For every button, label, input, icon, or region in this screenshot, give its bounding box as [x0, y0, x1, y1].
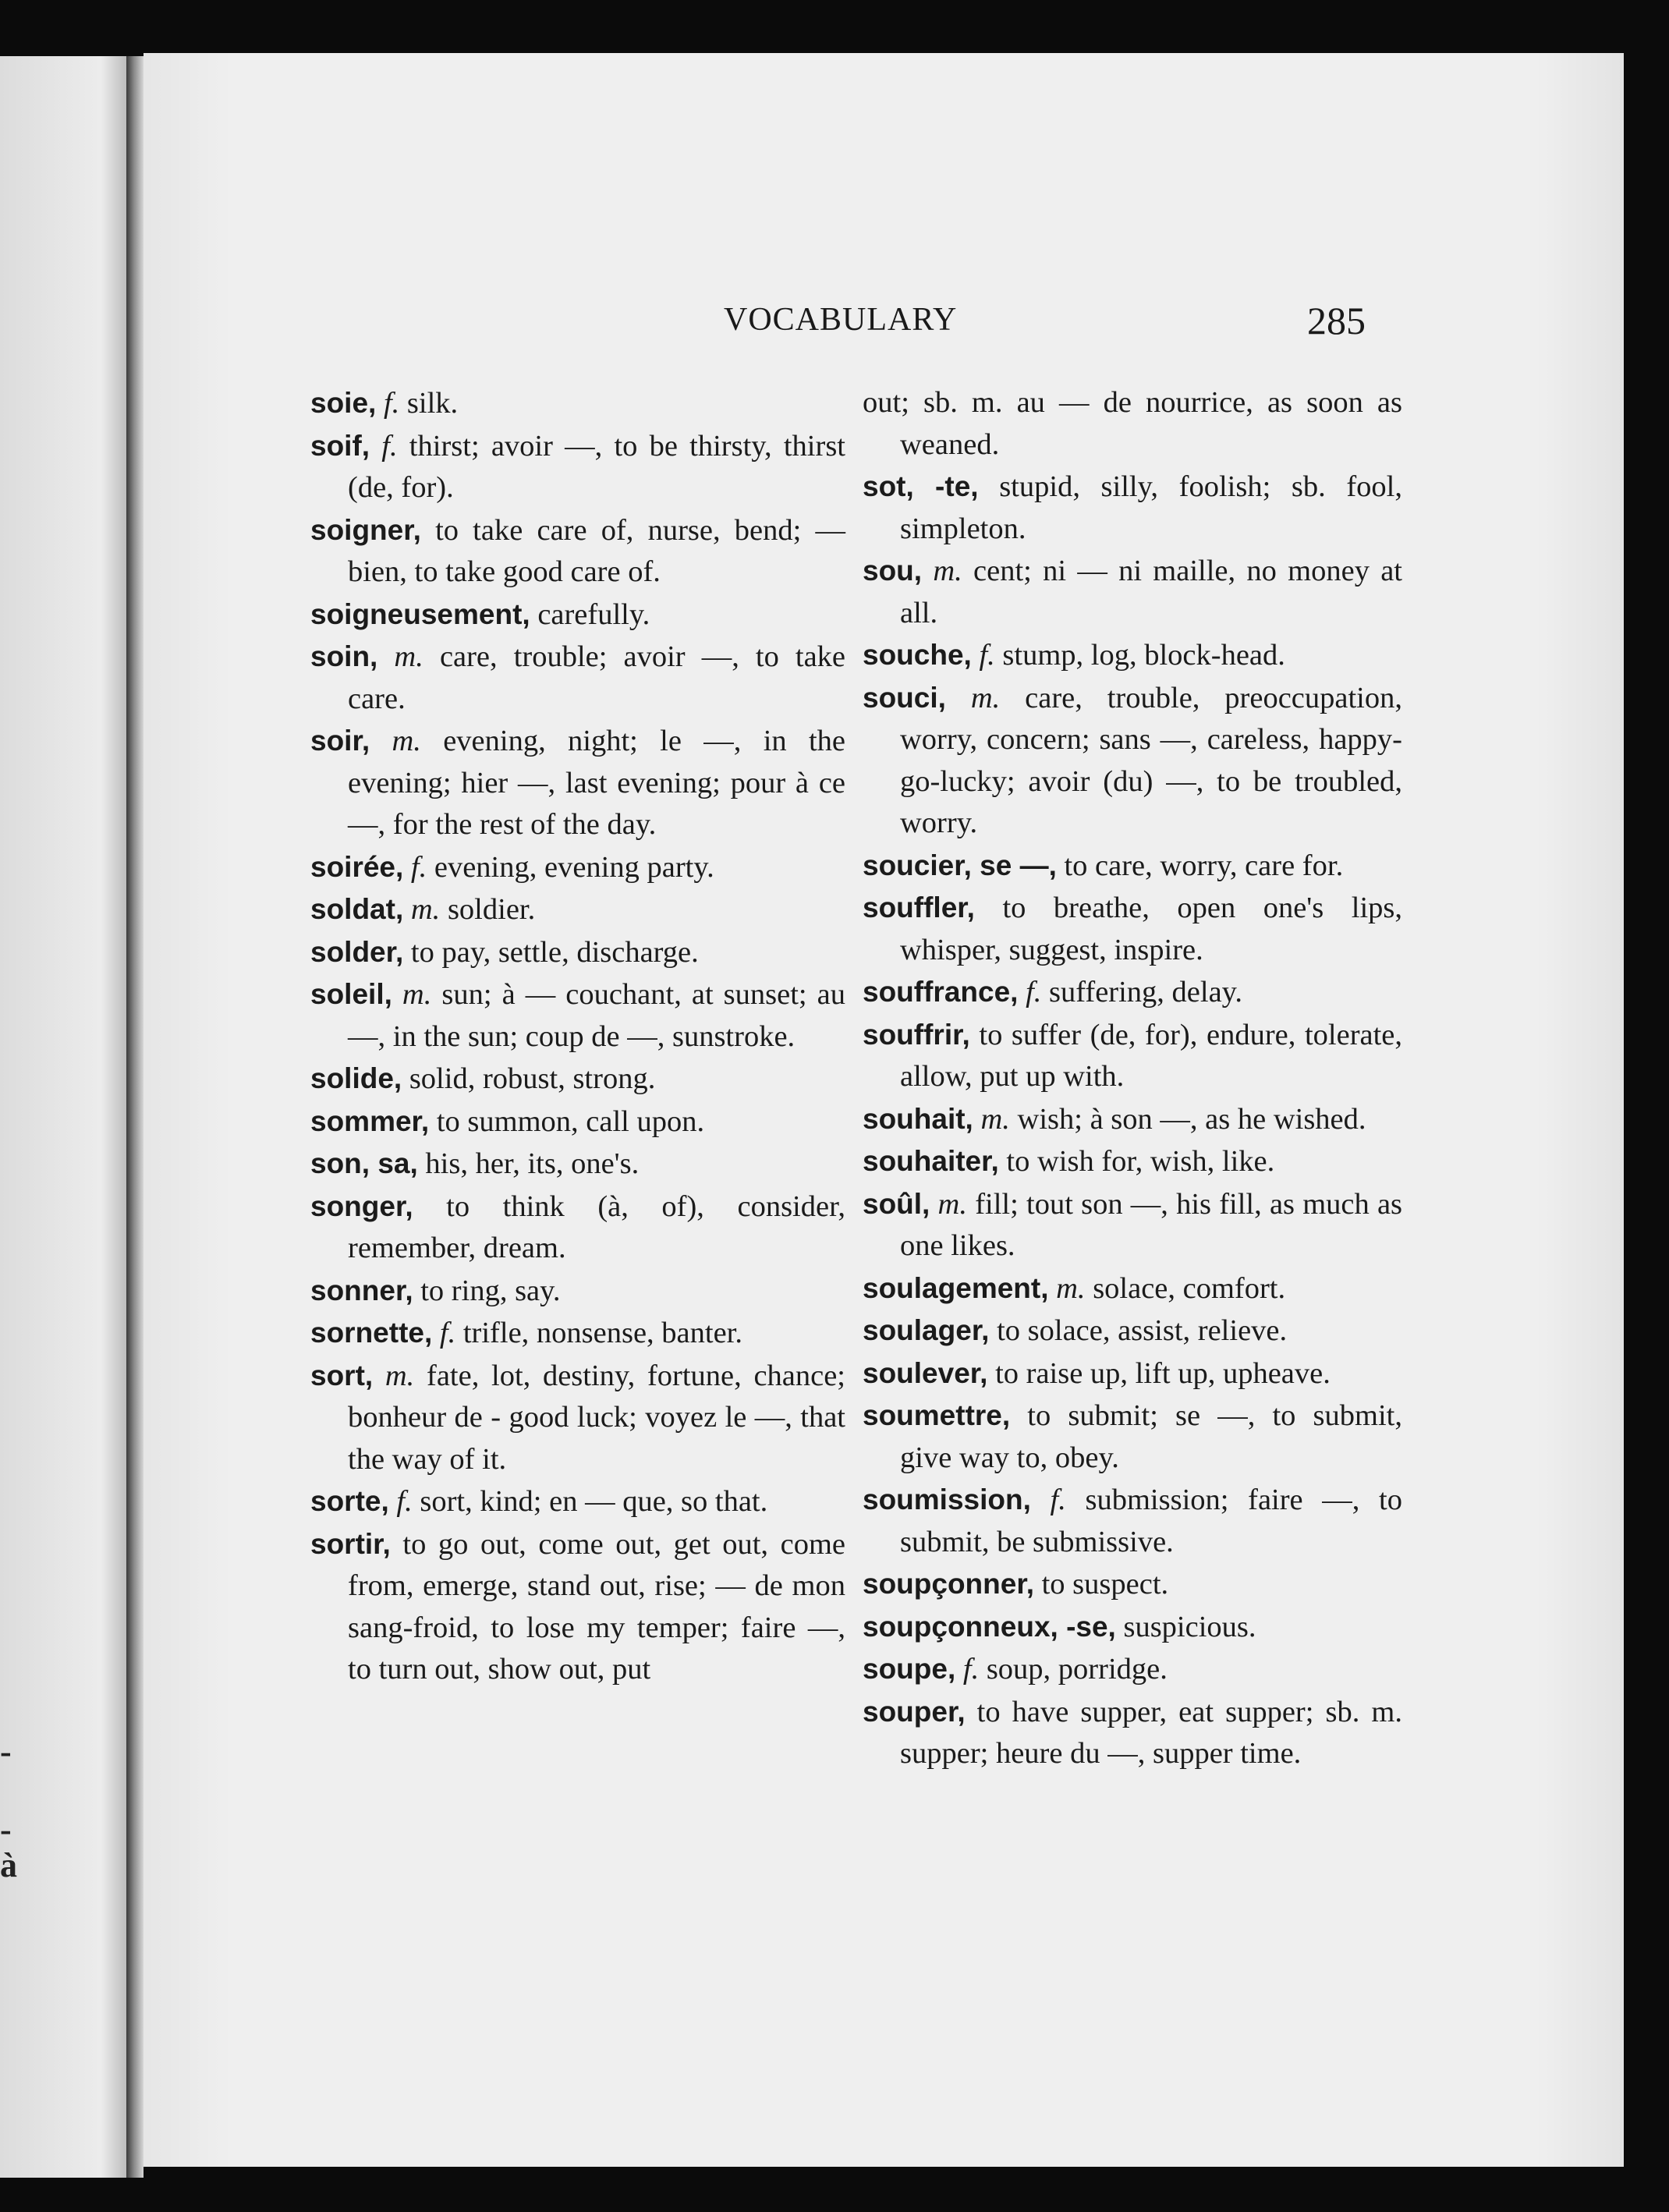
- margin-mark: à: [0, 1846, 17, 1884]
- entry-definition: care, trouble, preoccupation, worry, concern; sans —, careless, happy-go-lucky; avoir (du) —, to be troubled, worry.: [900, 681, 1402, 839]
- vocabulary-entry: [310, 636, 845, 720]
- entry-headword: sornette,: [310, 1317, 433, 1349]
- entry-definition: to pay, settle, discharge.: [410, 935, 699, 969]
- entry-headword: sot, -te,: [863, 470, 979, 502]
- entry-headword: sort,: [310, 1359, 374, 1391]
- entry-headword: souffrir,: [863, 1018, 970, 1051]
- entry-headword: soupçonner,: [863, 1568, 1034, 1600]
- entry-headword: soirée,: [310, 850, 404, 883]
- vocabulary-entry: [310, 509, 845, 594]
- entry-definition: trifle, nonsense, banter.: [462, 1317, 742, 1349]
- vocabulary-entry: [863, 1563, 1402, 1606]
- entry-definition: silk.: [406, 387, 459, 420]
- entry-headword: sorte,: [310, 1485, 389, 1517]
- entry-definition: care, trouble; avoir —, to take care.: [348, 640, 846, 715]
- vocabulary-entry: [310, 1101, 845, 1143]
- entry-definition: to summon, call upon.: [436, 1104, 705, 1138]
- entry-headword: soulagement,: [863, 1271, 1049, 1304]
- vocabulary-entry: [863, 1014, 1402, 1098]
- book-gutter: [126, 56, 144, 2178]
- entry-definition: stump, log, block-head.: [1002, 639, 1285, 672]
- entry-part-of-speech: f.: [381, 429, 398, 463]
- facing-page-edge: [0, 56, 126, 2178]
- vocabulary-entry: [310, 382, 845, 425]
- vocabulary-entry: [863, 971, 1402, 1014]
- entry-definition: to ring, say.: [420, 1274, 561, 1307]
- entry-definition: evening, night; le —, in the evening; hier —, last evening; pour à ce —, for the rest of the day.: [348, 725, 846, 841]
- entry-definition: out; sb. m. au — de nourrice, as soon as weaned.: [863, 386, 1402, 461]
- entry-part-of-speech: m.: [392, 725, 421, 757]
- entry-headword: sommer,: [310, 1104, 430, 1137]
- entry-headword: soldat,: [310, 893, 404, 925]
- entry-headword: souhait,: [863, 1102, 973, 1135]
- running-head-title: VOCABULARY: [724, 302, 958, 338]
- entry-part-of-speech: f.: [1026, 976, 1042, 1009]
- vocabulary-entry: [863, 550, 1402, 634]
- entry-part-of-speech: m.: [980, 1102, 1010, 1136]
- vocabulary-entry: [863, 1648, 1402, 1691]
- entry-part-of-speech: m.: [970, 681, 1001, 714]
- vocabulary-entry: [310, 1480, 845, 1523]
- entry-definition: soldier.: [447, 893, 536, 926]
- entry-headword: souhaiter,: [863, 1145, 999, 1177]
- entry-definition: sun; à — couchant, at sunset; au —, in the sun; coup de —, sunstroke.: [348, 978, 845, 1053]
- vocabulary-entry: [863, 1691, 1402, 1775]
- vocabulary-entry: [310, 1312, 845, 1355]
- entry-definition: submission; faire —, to submit, be submissive.: [900, 1484, 1402, 1558]
- entry-definition: to have supper, eat supper; sb. m. supper; heure du —, supper time.: [900, 1695, 1402, 1770]
- entry-headword: soleil,: [310, 978, 392, 1010]
- entry-headword: soupçonneux, -se,: [863, 1610, 1116, 1643]
- vocabulary-entry: [310, 720, 845, 846]
- entry-headword: souper,: [863, 1695, 966, 1728]
- margin-mark: -: [0, 1810, 12, 1849]
- vocabulary-entry: [310, 1355, 845, 1481]
- vocabulary-entry: [863, 1098, 1402, 1141]
- entry-headword: soigneusement,: [310, 597, 530, 630]
- entry-definition: suffering, delay.: [1049, 976, 1243, 1009]
- entry-headword: soulever,: [863, 1356, 988, 1389]
- vocabulary-entry: [863, 1606, 1402, 1649]
- entry-headword: solder,: [310, 935, 404, 968]
- entry-definition: to submit; se —, to submit, give way to, obey.: [900, 1399, 1403, 1474]
- vocabulary-entry: [310, 425, 845, 509]
- running-head: [144, 301, 1624, 348]
- entry-headword: soumettre,: [863, 1399, 1011, 1431]
- vocabulary-entry: [863, 466, 1402, 550]
- page-number: 285: [1307, 299, 1366, 342]
- vocabulary-entry: [863, 1395, 1402, 1479]
- vocabulary-entry: [310, 888, 845, 931]
- entry-part-of-speech: f.: [439, 1317, 456, 1349]
- right-column: [863, 382, 1402, 1775]
- entry-definition: to suspect.: [1041, 1568, 1169, 1601]
- entry-definition: to breathe, open one's lips, whisper, suggest, inspire.: [900, 892, 1403, 966]
- entry-headword: soumission,: [863, 1484, 1031, 1515]
- entry-definition: to suffer (de, for), endure, tolerate, allow, put up with.: [900, 1018, 1403, 1093]
- entry-definition: to take care of, nurse, bend; — bien, to take good care of.: [348, 513, 845, 588]
- vocabulary-entry: [863, 382, 1402, 466]
- entry-headword: solide,: [310, 1062, 402, 1094]
- entry-definition: soup, porridge.: [986, 1653, 1168, 1686]
- vocabulary-entry: [863, 1310, 1402, 1352]
- margin-mark: -: [0, 1732, 12, 1771]
- entry-headword: souffler,: [863, 892, 975, 923]
- entry-definition: evening, evening party.: [434, 850, 714, 884]
- entry-definition: to raise up, lift up, upheave.: [995, 1356, 1331, 1390]
- entry-headword: sou,: [863, 555, 923, 587]
- vocabulary-entry: [310, 1143, 845, 1186]
- entry-headword: souffrance,: [863, 976, 1019, 1008]
- entry-part-of-speech: m.: [410, 893, 441, 926]
- entry-definition: to solace, assist, relieve.: [997, 1314, 1288, 1347]
- entry-definition: his, her, its, one's.: [425, 1147, 640, 1180]
- entry-definition: wish; à son —, as he wished.: [1017, 1102, 1366, 1136]
- vocabulary-entry: [863, 1140, 1402, 1183]
- entry-headword: soûl,: [863, 1187, 930, 1220]
- vocabulary-entry: [863, 1352, 1402, 1395]
- vocabulary-entry: [310, 594, 845, 636]
- entry-part-of-speech: f.: [383, 387, 400, 420]
- entry-definition: to wish for, wish, like.: [1006, 1145, 1275, 1178]
- left-column: [310, 382, 845, 1691]
- vocabulary-entry: [310, 1523, 845, 1691]
- entry-definition: cent; ni — ni maille, no money at all.: [900, 555, 1402, 629]
- entry-headword: sortir,: [310, 1527, 391, 1560]
- entry-part-of-speech: m.: [394, 640, 423, 673]
- entry-headword: songer,: [310, 1189, 413, 1222]
- entry-headword: soir,: [310, 725, 370, 757]
- entry-part-of-speech: f.: [1050, 1484, 1066, 1516]
- entry-headword: souche,: [863, 639, 972, 671]
- entry-part-of-speech: f.: [962, 1653, 980, 1686]
- entry-part-of-speech: m.: [1056, 1271, 1086, 1305]
- vocabulary-entry: [310, 846, 845, 889]
- entry-headword: soin,: [310, 640, 378, 672]
- entry-part-of-speech: m.: [402, 978, 432, 1011]
- vocabulary-entry: [863, 1479, 1402, 1563]
- vocabulary-entry: [310, 1058, 845, 1101]
- vocabulary-entry: [863, 845, 1402, 888]
- entry-headword: souci,: [863, 681, 946, 714]
- entry-definition: suspicious.: [1123, 1610, 1256, 1643]
- entry-definition: to think (à, of), consider, remember, dream.: [348, 1189, 845, 1264]
- entry-headword: soupe,: [863, 1653, 956, 1685]
- entry-definition: to care, worry, care for.: [1064, 849, 1344, 882]
- vocabulary-entry: [863, 677, 1402, 845]
- vocabulary-entry: [863, 1183, 1402, 1267]
- entry-part-of-speech: m.: [384, 1359, 415, 1392]
- entry-definition: fate, lot, destiny, fortune, chance; bonheur de - good luck; voyez le —, that the way of it.: [348, 1359, 846, 1476]
- vocabulary-entry: [863, 887, 1402, 971]
- vocabulary-entry: [863, 634, 1402, 677]
- entry-headword: soucier, se —,: [863, 849, 1057, 881]
- vocabulary-page: [144, 53, 1624, 2167]
- vocabulary-entry: [863, 1267, 1402, 1310]
- entry-definition: carefully.: [537, 597, 650, 631]
- entry-headword: soif,: [310, 429, 370, 462]
- entry-definition: to go out, come out, get out, come from, emerge, stand out, rise; — de mon sang-froid, to lose my temper; faire —, to turn out, show out, put: [348, 1527, 845, 1686]
- entry-definition: solid, robust, strong.: [409, 1062, 656, 1095]
- entry-definition: fill; tout son —, his fill, as much as one likes.: [900, 1187, 1403, 1262]
- entry-part-of-speech: f.: [396, 1485, 413, 1518]
- entry-headword: soigner,: [310, 513, 421, 546]
- vocabulary-entry: [310, 931, 845, 974]
- entry-part-of-speech: f.: [410, 850, 427, 884]
- entry-definition: sort, kind; en — que, so that.: [420, 1485, 768, 1518]
- vocabulary-entry: [310, 1186, 845, 1270]
- entry-definition: thirst; avoir —, to be thirsty, thirst (de, for).: [348, 429, 846, 504]
- entry-part-of-speech: m.: [937, 1187, 967, 1221]
- entry-part-of-speech: m.: [933, 555, 962, 587]
- entry-part-of-speech: f.: [979, 639, 995, 672]
- entry-headword: sonner,: [310, 1274, 413, 1306]
- vocabulary-entry: [310, 973, 845, 1058]
- entry-definition: stupid, silly, foolish; sb. fool, simpleton.: [900, 470, 1403, 545]
- entry-headword: soulager,: [863, 1314, 990, 1346]
- vocabulary-entry: [310, 1270, 845, 1313]
- entry-headword: son, sa,: [310, 1147, 418, 1179]
- entry-headword: soie,: [310, 387, 377, 419]
- entry-definition: solace, comfort.: [1093, 1271, 1286, 1305]
